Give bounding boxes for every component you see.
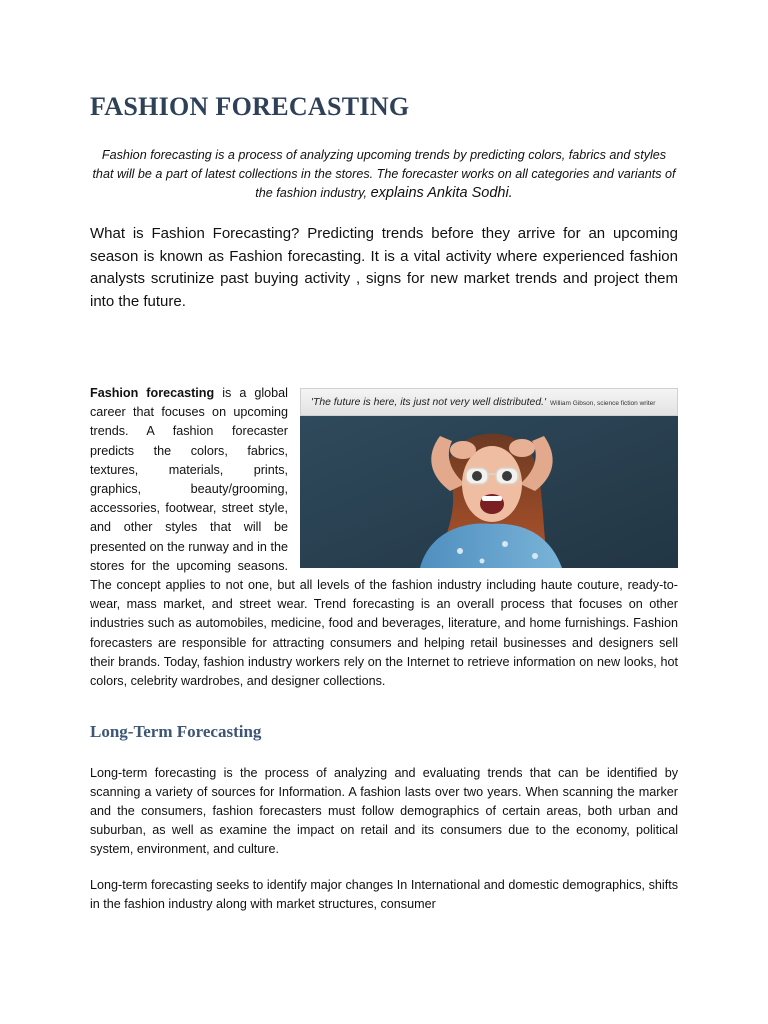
feature-term: Fashion forecasting bbox=[90, 386, 215, 400]
intro-text: Fashion forecasting is a process of analyzing upcoming trends by predicting colors, fabrics and styles that will be a part of latest collections in the stores. The forecaster works on all categories and variants of the fashion industry, bbox=[92, 148, 676, 200]
image-quote-banner bbox=[300, 388, 678, 416]
image-quote-source: William Gibson, science fiction writer bbox=[549, 400, 656, 407]
featured-image bbox=[300, 388, 678, 568]
section-paragraph-1: Long-term forecasting is the process of analyzing and evaluating trends that can be identified by scanning a variety of sources for Information. A fashion lasts over two years. When scanning the marker and the consumers, fashion forecasters must follow demographics of certain areas, both urban and suburban, as well as examine the impact on retail and its consumers due to the economy, political system, environment, and culture. bbox=[90, 766, 678, 856]
intro-paragraph bbox=[90, 146, 678, 203]
section-paragraph-2: Long-term forecasting seeks to identify major changes In International and domestic demographics, shifts in the fashion industry along with market structures, consumer bbox=[90, 878, 678, 911]
feature-text: is a global career that focuses on upcoming trends. A fashion forecaster predicts the colors, fabrics, textures, materials, prints, graphics, beauty/grooming, accessories, footwear, street style, and other styles that will be presented on the runway and in the stores for the upcoming seasons. The concept applies to not one, but all levels of the fashion industry including haute couture, ready-to-wear, mass market, and street wear. Trend forecasting is an overall process that focuses on other industries such as automobiles, medicine, food and beverages, literature, and home furnishings. Fashion forecasters are responsible for attracting consumers and helping retail businesses and designers sell their brands. Today, fashion industry workers rely on the Internet to retrieve information on new looks, hot colors, celebrity wardrobes, and designer collections. bbox=[90, 386, 678, 689]
document-title: FASHION FORECASTING bbox=[90, 92, 410, 121]
image-quote: 'The future is here, its just not very well distributed.' bbox=[311, 397, 546, 408]
section-heading: Long-Term Forecasting bbox=[90, 722, 262, 741]
feature-section bbox=[90, 384, 678, 691]
intro-attribution: explains Ankita Sodhi. bbox=[370, 185, 513, 201]
lead-paragraph: What is Fashion Forecasting? Predicting trends before they arrive for an upcoming season is known as Fashion forecasting. It is a vital activity where experienced fashion analysts scrutinize past buying activity , signs for new market trends and project them into the future. bbox=[90, 225, 678, 310]
woman-with-sunglasses-photo bbox=[300, 416, 678, 568]
